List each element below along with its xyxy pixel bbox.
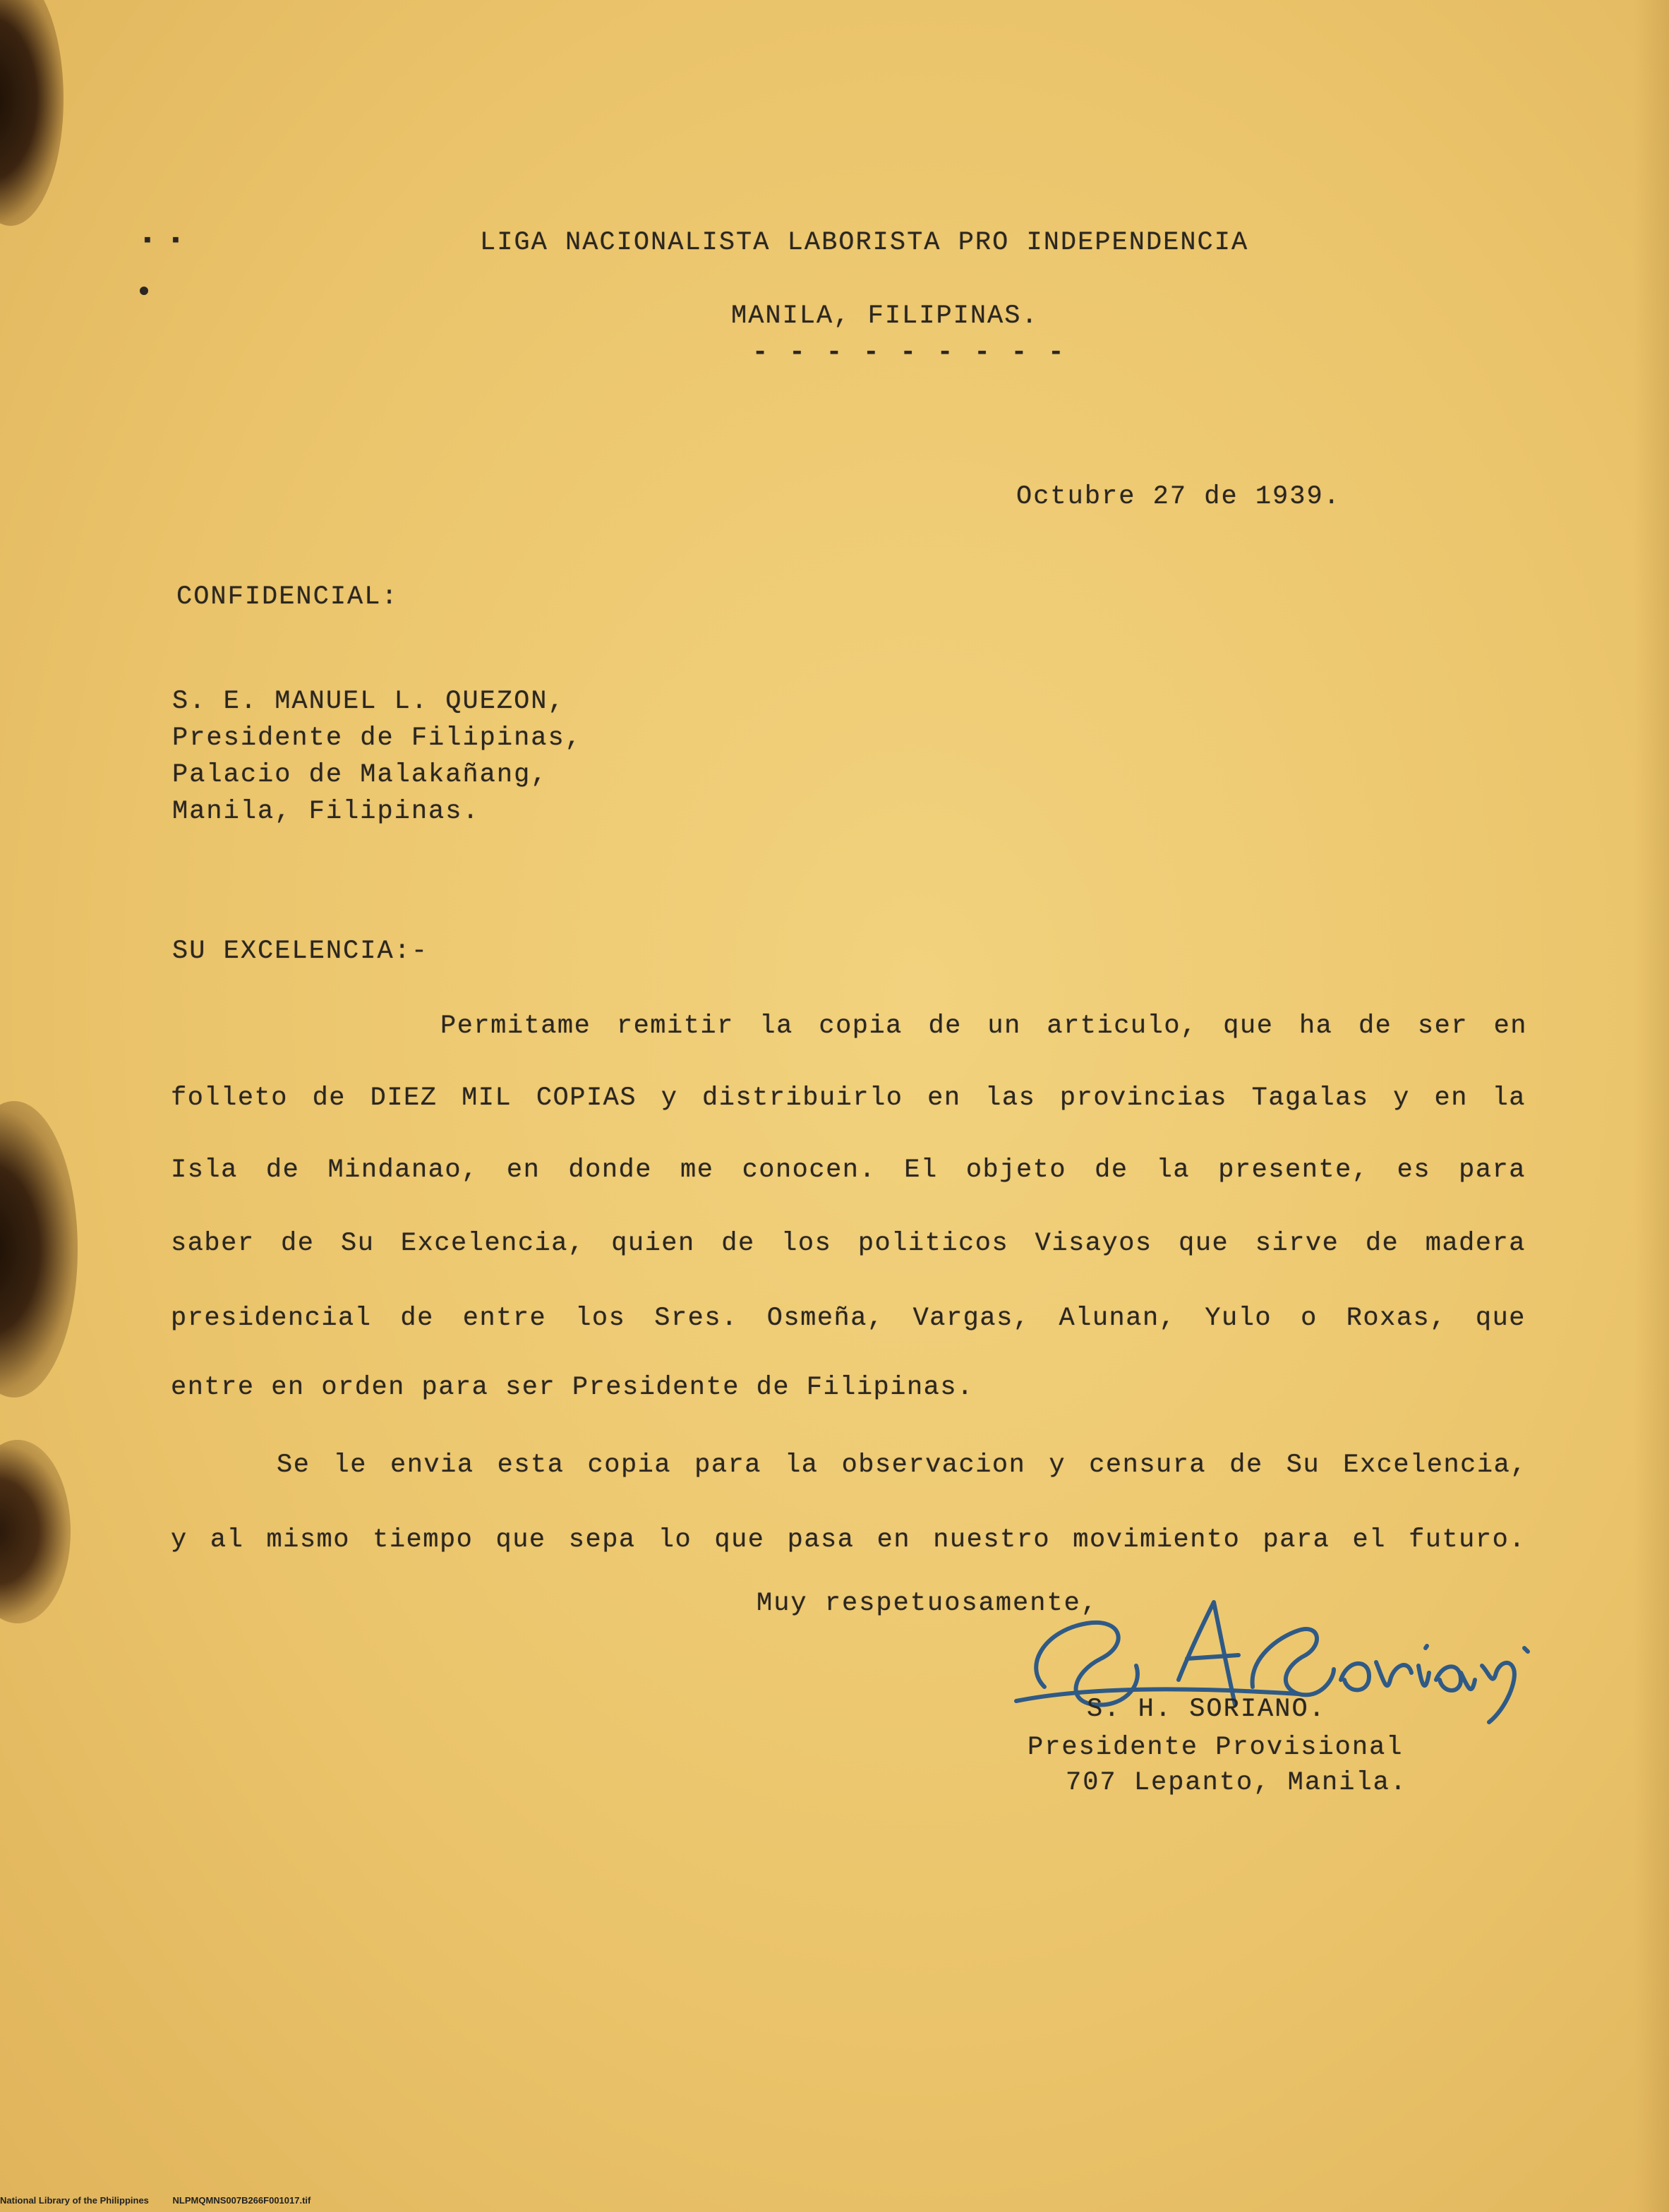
letterhead-organization: LIGA NACIONALISTA LABORISTA PRO INDEPENDENCIA [480, 228, 1249, 258]
body-line: Permitame remitir la copia de un articulo, que ha de ser en [440, 1011, 1527, 1041]
burn-mark-top-left [0, 0, 64, 226]
footer-left: National Library of the Philippines [0, 2195, 149, 2206]
body-line: entre en orden para ser Presidente de Filipinas. [171, 1373, 974, 1402]
burn-mark-left-middle [0, 1101, 78, 1397]
footer-right: NLPMQMNS007B266F001017.tif [172, 2195, 311, 2206]
body-line: y al mismo tiempo que sepa lo que pasa en nuestro movimiento para el futuro. [171, 1525, 1526, 1555]
body-line: saber de Su Excelencia, quien de los politicos Visayos que sirve de madera [171, 1229, 1526, 1258]
signer-name: S. H. SORIANO. [1087, 1695, 1326, 1724]
margin-mark: ▪ ▪ [141, 229, 184, 253]
recipient-line: Palacio de Malakañang, [172, 760, 548, 790]
letterhead-rule: - - - - - - - - - [752, 338, 1067, 368]
edge-shadow-right [1634, 0, 1669, 2212]
margin-dot [140, 287, 148, 295]
body-line: folleto de DIEZ MIL COPIAS y distribuirlo en las provincias Tagalas y en la [171, 1083, 1526, 1113]
recipient-line: S. E. MANUEL L. QUEZON, [172, 687, 565, 716]
recipient-line: Manila, Filipinas. [172, 797, 480, 827]
salutation: SU EXCELENCIA:- [172, 937, 429, 966]
body-line: Isla de Mindanao, en donde me conocen. El objeto de la presente, es para [171, 1155, 1526, 1185]
letter-date: Octubre 27 de 1939. [1016, 482, 1341, 512]
classification-label: CONFIDENCIAL: [176, 582, 399, 612]
body-line: Se le envia esta copia para la observacion y censura de Su Excelencia, [277, 1450, 1527, 1480]
signer-address: 707 Lepanto, Manila. [1066, 1768, 1408, 1798]
letterhead-location: MANILA, FILIPINAS. [731, 301, 1039, 331]
signer-title: Presidente Provisional [1028, 1733, 1404, 1762]
closing: Muy respetuosamente, [757, 1589, 1099, 1618]
burn-mark-left-lower [0, 1440, 71, 1623]
body-line: presidencial de entre los Sres. Osmeña, Vargas, Alunan, Yulo o Roxas, que [171, 1304, 1526, 1333]
archive-footer [0, 2195, 332, 2206]
recipient-line: Presidente de Filipinas, [172, 723, 582, 753]
